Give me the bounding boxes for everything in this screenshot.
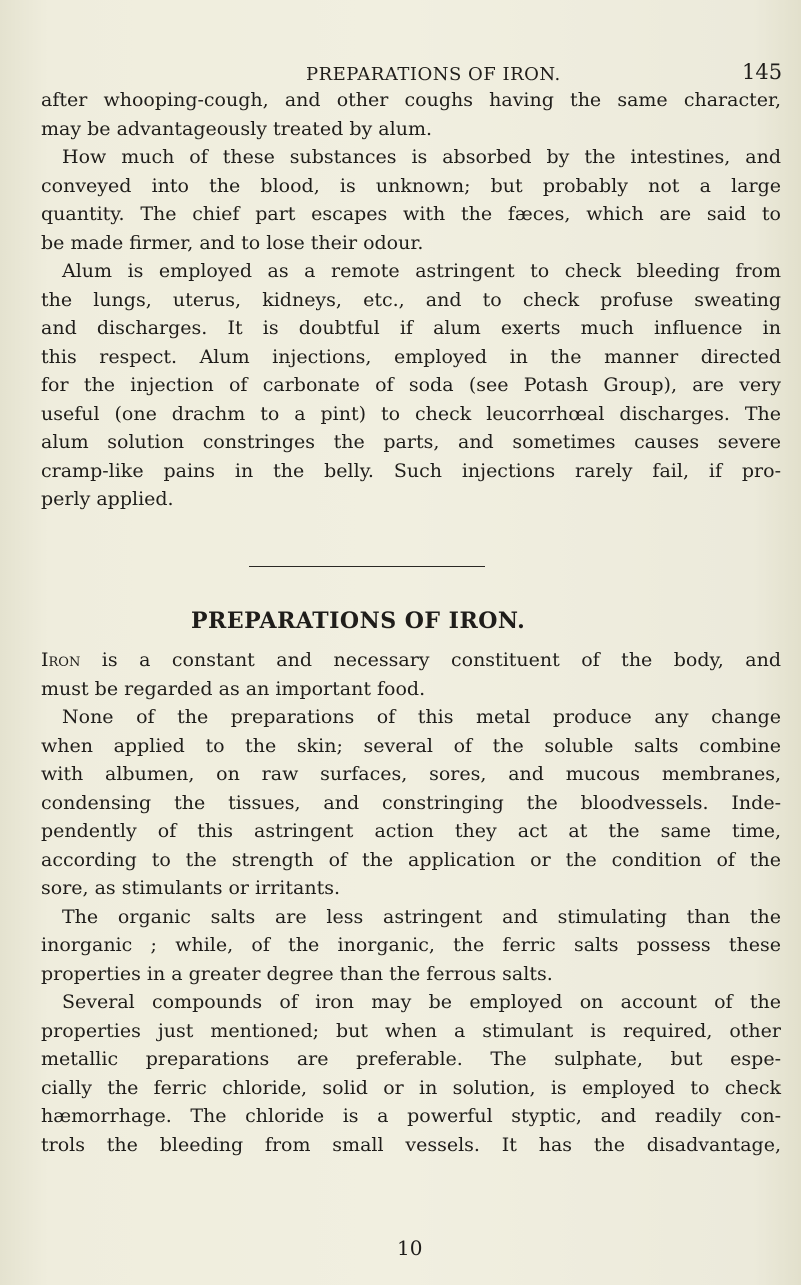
lead-word: Iron: [41, 649, 81, 671]
text-line: alum solution constringes the parts, and sometimes causes severe: [41, 431, 781, 453]
text-line: must be regarded as an important food.: [41, 677, 426, 700]
text-line: conveyed into the blood, is unknown; but probably not a large: [41, 174, 781, 197]
section-divider: [249, 566, 485, 567]
text-line: properties in a greater degree than the ferrous salts.: [41, 962, 553, 985]
running-head: PREPARATIONS OF IRON.: [306, 64, 561, 85]
text-line: the lungs, uterus, kidneys, etc., and to check profuse sweating: [41, 288, 781, 311]
alum-section-text: [41, 86, 781, 514]
text-line: this respect. Alum injections, employed in the manner directed: [41, 345, 781, 368]
text-line: Several compounds of iron may be employed on account of the: [62, 991, 781, 1013]
text-line: after whooping-cough, and other coughs having the same character,: [41, 89, 781, 111]
text-line: sore, as stimulants or irritants.: [41, 877, 340, 899]
section-heading: PREPARATIONS OF IRON.: [191, 608, 526, 634]
text-line: hæmorrhage. The chloride is a powerful styptic, and readily con-: [41, 1105, 781, 1127]
text-line: and discharges. It is doubtful if alum exerts much influence in: [41, 317, 781, 339]
text-line: inorganic ; while, of the inorganic, the ferric salts possess these: [41, 934, 781, 956]
text-line: pendently of this astringent action they act at the same time,: [41, 820, 781, 842]
text-line: may be advantageously treated by alum.: [41, 117, 433, 140]
text-line: according to the strength of the application or the condition of the: [41, 848, 781, 871]
text-line: cramp-like pains in the belly. Such injections rarely fail, if pro-: [41, 459, 781, 482]
text-line: None of the preparations of this metal produce any change: [62, 706, 781, 728]
text-line: for the injection of carbonate of soda (see Potash Group), are very: [41, 374, 781, 396]
signature-mark: 10: [397, 1236, 423, 1260]
text-line: cially the ferric chloride, solid or in solution, is employed to check: [41, 1076, 781, 1099]
text-line: useful (one drachm to a pint) to check leucorrhœal discharges. The: [41, 402, 781, 425]
text-line: perly applied.: [41, 488, 174, 510]
page-number: 145: [742, 60, 783, 84]
text-line: quantity. The chief part escapes with the fæces, which are said to: [41, 203, 781, 225]
text-line: be made firmer, and to lose their odour.: [41, 231, 424, 254]
text-line: properties just mentioned; but when a stimulant is required, other: [41, 1019, 781, 1042]
text-line: with albumen, on raw surfaces, sores, and mucous membranes,: [41, 763, 781, 785]
text-line: when applied to the skin; several of the soluble salts combine: [41, 734, 781, 757]
text-line: Alum is employed as a remote astringent to check bleeding from: [62, 260, 781, 282]
text-line: condensing the tissues, and constringing the bloodvessels. Inde-: [41, 791, 781, 814]
text-run: is a constant and necessary constituent of the body, and: [80, 649, 781, 671]
text-line: [41, 646, 781, 675]
iron-section-text: [41, 646, 781, 1159]
text-line: The organic salts are less astringent and stimulating than the: [62, 905, 781, 928]
text-line: metallic preparations are preferable. The sulphate, but espe-: [41, 1048, 781, 1070]
text-line: How much of these substances is absorbed by the intestines, and: [62, 146, 781, 168]
text-line: trols the bleeding from small vessels. It has the disadvantage,: [41, 1133, 781, 1156]
